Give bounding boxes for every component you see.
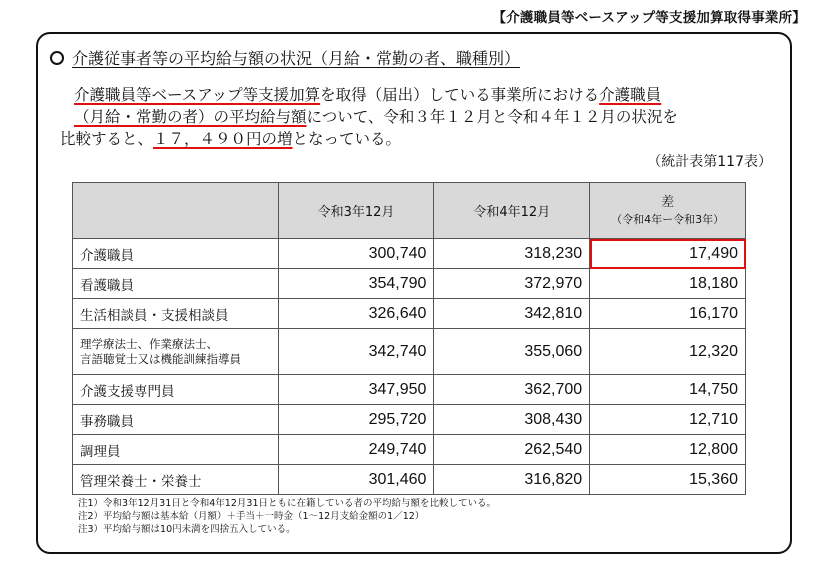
cell-r4: 308,430 [434, 405, 590, 435]
cell-r3: 301,460 [278, 465, 434, 495]
row-label: 調理員 [73, 435, 279, 465]
header-diff-sub: （令和4年ー令和3年） [611, 212, 725, 226]
row-label: 介護職員 [73, 239, 279, 269]
para-care-worker: 介護職員 [599, 86, 662, 104]
section-title-text: 介護従事者等の平均給与額の状況（月給・常勤の者、職種別） [72, 49, 521, 68]
table-row [73, 329, 746, 375]
salary-table [72, 182, 746, 495]
header-diff [590, 183, 746, 239]
header-diff-label: 差 [661, 194, 675, 210]
section-title [50, 46, 520, 69]
cell-r4: 355,060 [434, 329, 590, 375]
cell-diff: 14,750 [590, 375, 746, 405]
row-label: 事務職員 [73, 405, 279, 435]
cell-diff: 15,360 [590, 465, 746, 495]
header-r3: 令和3年12月 [278, 183, 434, 239]
para-text-4: となっている。 [292, 130, 402, 148]
table-row [73, 405, 746, 435]
para-text-2: について、令和３年１２月と令和４年１２月の状況を [306, 108, 678, 126]
row-label [73, 329, 279, 375]
para-average-salary: （月給・常勤の者）の平均給与額 [74, 108, 307, 126]
table-row [73, 299, 746, 329]
para-text-1: を取得（届出）している事業所における [320, 86, 600, 104]
cell-r4: 316,820 [434, 465, 590, 495]
table-row [73, 239, 746, 269]
footnote-2: 注2）平均給与額は基本給（月額）＋手当＋一時金（1～12月支給金額の1／12） [78, 511, 425, 522]
row-label-line2: 言語聴覚士又は機能訓練指導員 [80, 351, 241, 366]
footnotes [78, 497, 496, 536]
cell-diff: 18,180 [590, 269, 746, 299]
table-row [73, 375, 746, 405]
table-row [73, 269, 746, 299]
cell-r4: 372,970 [434, 269, 590, 299]
cell-diff-highlighted: 17,490 [590, 239, 746, 269]
para-text-3: 比較すると、 [60, 130, 154, 148]
summary-paragraph [60, 84, 774, 150]
header-r4: 令和4年12月 [434, 183, 590, 239]
cell-r3: 300,740 [278, 239, 434, 269]
cell-r4: 362,700 [434, 375, 590, 405]
circle-bullet-icon [50, 51, 64, 65]
cell-diff: 12,800 [590, 435, 746, 465]
source-reference: （統計表第117表） [647, 154, 772, 170]
row-label-line1: 理学療法士、作業療法士、 [80, 336, 218, 351]
row-label: 管理栄養士・栄養士 [73, 465, 279, 495]
footnote-1: 注1）令和3年12月31日と令和4年12月31日ともに在籍している者の平均給与額を比較している。 [78, 498, 496, 509]
para-increase-amount: １７，４９０円の増 [153, 130, 293, 148]
para-addon-name: 介護職員等ベースアップ等支援加算 [74, 86, 321, 104]
cell-diff: 12,320 [590, 329, 746, 375]
cell-r4: 342,810 [434, 299, 590, 329]
cell-r3: 347,950 [278, 375, 434, 405]
header-blank [73, 183, 279, 239]
cell-r3: 354,790 [278, 269, 434, 299]
cell-diff: 16,170 [590, 299, 746, 329]
row-label: 介護支援専門員 [73, 375, 279, 405]
cell-r3: 342,740 [278, 329, 434, 375]
table-row [73, 435, 746, 465]
table-row [73, 465, 746, 495]
cell-diff: 12,710 [590, 405, 746, 435]
cell-r4: 318,230 [434, 239, 590, 269]
cell-r3: 295,720 [278, 405, 434, 435]
table-header-row [73, 183, 746, 239]
footnote-3: 注3）平均給与額は10円未満を四捨五入している。 [78, 524, 296, 535]
row-label: 生活相談員・支援相談員 [73, 299, 279, 329]
cell-r3: 249,740 [278, 435, 434, 465]
cell-r3: 326,640 [278, 299, 434, 329]
row-label: 看護職員 [73, 269, 279, 299]
cell-r4: 262,540 [434, 435, 590, 465]
document-tag: 【介護職員等ベースアップ等支援加算取得事業所】 [492, 10, 806, 26]
